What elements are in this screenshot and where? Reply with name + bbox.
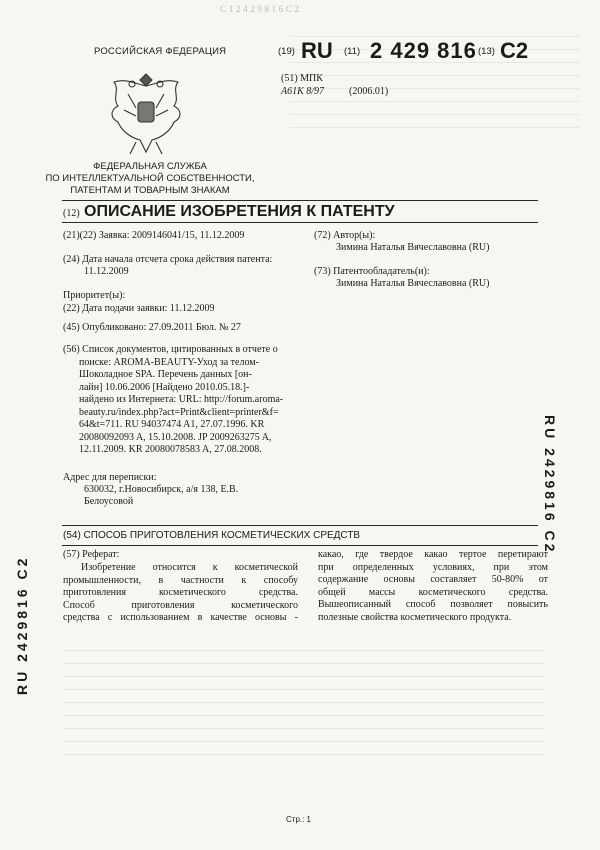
abstract-line: Изобретение относится к косметической <box>81 562 298 573</box>
abstract-line: Вышеописанный способ позволяет повысить <box>318 599 548 610</box>
side-code-left: RU 2429816 C2 <box>14 555 30 695</box>
abstract-line: промышленности, в частности к способу <box>63 574 298 586</box>
cited-line: лайн] 10.06.2006 [Найдено 2010.05.18.]- <box>79 381 250 393</box>
title-code: (12) <box>63 208 80 219</box>
coat-of-arms-icon <box>96 64 196 158</box>
invention-rule-bottom <box>62 545 538 546</box>
agency-line-2: ПО ИНТЕЛЛЕКТУАЛЬНОЙ СОБСТВЕННОСТИ, <box>45 173 255 184</box>
cited-line: 64&t=711. RU 94037474 A1, 27.07.1996. KR <box>79 419 265 430</box>
abstract-right-column <box>318 549 548 624</box>
invention-title: (54) СПОСОБ ПРИГОТОВЛЕНИЯ КОСМЕТИЧЕСКИХ СРЕДСТВ <box>63 530 361 541</box>
cited-line: beauty.ru/index.php?act=Print&client=printer&f= <box>79 406 279 418</box>
abstract-line: при определенных условиях, при этом <box>318 561 548 573</box>
abstract-line: средства с использованием в качестве основы - <box>63 612 298 623</box>
owner: Зимина Наталья Вячеславовна (RU) <box>336 278 490 289</box>
page-number: Стр.: 1 <box>286 815 312 824</box>
ipc-date: (2006.01) <box>349 86 389 97</box>
address-line-2: Белоусовой <box>84 496 134 507</box>
agency-line-3: ПАТЕНТАМ И ТОВАРНЫМ ЗНАКАМ <box>70 185 230 196</box>
owner-label: (73) Патентообладатель(и): <box>314 266 430 277</box>
term-value: 11.12.2009 <box>84 266 129 277</box>
abstract-line: полезные свойства косметического продукта. <box>318 611 512 623</box>
country-name: РОССИЙСКАЯ ФЕДЕРАЦИЯ <box>94 46 227 57</box>
cited-line: поиске: AROMA-BEAUTY-Уход за телом- <box>79 356 259 368</box>
title-rule-bottom <box>62 222 538 223</box>
cited-line: найдено из Интернета: URL: http://forum.aroma- <box>79 394 284 405</box>
abstract-line: содержание основы составляет 50-80% от <box>318 574 548 585</box>
code-13: (13) <box>478 46 495 57</box>
title-rule-top <box>62 200 538 201</box>
country-code: RU <box>301 38 333 63</box>
invention-rule-top <box>62 525 538 526</box>
abstract-line: Способ приготовления косметического <box>63 599 298 611</box>
authors: Зимина Наталья Вячеславовна (RU) <box>336 242 490 253</box>
kind-code: C2 <box>500 38 529 63</box>
ipc-label: (51) МПК <box>281 73 323 84</box>
cited-line: (56) Список документов, цитированных в отчете о <box>63 344 278 355</box>
document-title: ОПИСАНИЕ ИЗОБРЕТЕНИЯ К ПАТЕНТУ <box>84 203 395 220</box>
priority-label: Приоритет(ы): <box>63 290 126 301</box>
ipc-class: A61K 8/97 <box>281 86 325 97</box>
cited-line: Шоколадное SPA. Перечень данных [он- <box>79 369 252 380</box>
publication-date: (45) Опубликовано: 27.09.2011 Бюл. № 27 <box>63 322 241 333</box>
abstract-line: приготовления косметического средства. <box>63 587 298 598</box>
agency-line-1: ФЕДЕРАЛЬНАЯ СЛУЖБА <box>93 161 207 172</box>
side-code-right: RU 2429816 C2 <box>542 415 558 555</box>
authors-label: (72) Автор(ы): <box>314 230 376 241</box>
bleed-through-lower <box>64 640 544 790</box>
patent-agency <box>30 161 270 197</box>
address-line-1: 630032, г.Новосибирск, а/я 138, Е.В. <box>84 484 239 495</box>
abstract-line: общей массы косметического средства. <box>318 586 548 598</box>
abstract-line: какао, где твердое какао тертое перетирают <box>318 549 548 560</box>
application-number: (21)(22) Заявка: 2009146041/15, 11.12.2009 <box>63 230 245 241</box>
filing-date: (22) Дата подачи заявки: 11.12.2009 <box>63 303 215 314</box>
code-19: (19) <box>278 46 295 57</box>
address-label: Адрес для переписки: <box>63 472 157 483</box>
abstract-label: (57) Реферат: <box>63 549 120 560</box>
cited-line: 12.11.2009. KR 20080078583 A, 27.08.2008. <box>79 444 262 455</box>
term-label: (24) Дата начала отсчета срока действия патента: <box>63 254 273 265</box>
patent-number: 2 429 816 <box>370 38 477 63</box>
cited-line: 20080092093 A, 15.10.2008. JP 2009263275 A, <box>79 431 272 443</box>
bleed-through-text: С 1 2 4 2 9 8 1 6 С 2 <box>220 5 300 15</box>
code-11: (11) <box>344 46 361 57</box>
cited-documents <box>63 344 313 457</box>
abstract-left-column <box>63 562 298 625</box>
